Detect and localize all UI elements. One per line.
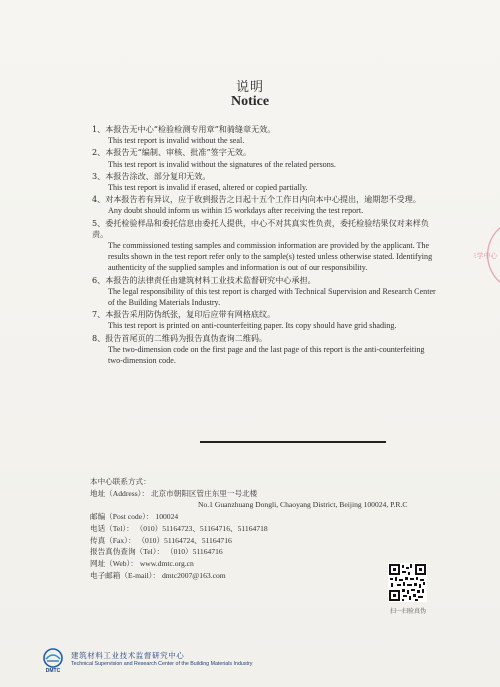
notice-item-cn: 3、本报告涂改、部分复印无效。 (92, 170, 211, 181)
notice-item-2 (92, 147, 436, 169)
notice-item-cn: 4、对本报告若有异议，应于收到报告之日起十五个工作日内向本中心提出，逾期恕不受理。 (92, 194, 421, 205)
notice-item-en: This test report is invalid if erased, altered or copied partially. (108, 183, 308, 193)
logo-text: DMTC (45, 668, 61, 673)
email-link[interactable]: dmtc2007@163.com (161, 570, 226, 580)
web-link[interactable]: www.dmtc.org.cn (139, 558, 194, 568)
qr-caption: 扫一扫验真伪 (389, 608, 426, 615)
notice-item-cn: 7、本报告采用防伪纸张，复印后应带有网格底纹。 (92, 309, 276, 320)
qr-code-icon[interactable] (388, 563, 427, 602)
contact-heading: 本中心联系方式： (90, 477, 151, 486)
contact-fax-row (90, 535, 420, 547)
notice-item-5 (92, 218, 436, 274)
address-label: 地址（Address）： (90, 488, 150, 498)
seal-stamp (463, 225, 500, 285)
page-title-en: Notice (230, 94, 270, 109)
address-cn: 北京市朝阳区管庄东里一号北楼 (150, 488, 258, 498)
fax-value: （010）51164724、51164716 (137, 535, 232, 545)
postcode-value: 100024 (155, 512, 179, 522)
contact-address-row (90, 488, 420, 500)
notice-item-cn: 6、本报告的法律责任由建筑材料工业技术监督研究中心承担。 (92, 274, 316, 285)
contact-email-row (90, 570, 420, 582)
notice-item-cn: 5、委托检验样品和委托信息由委托人提供，中心不对其真实性负责，委托检验结果仅对来样负责。 (92, 217, 429, 239)
notice-item-en: The legal responsibility of this test report is charged with Technical Supervision and Research Center of the Building Materials Industry. (108, 286, 436, 308)
page-title-cn: 说明 (235, 80, 264, 95)
contact-postcode-row (90, 511, 420, 523)
notice-item-en: The commissioned testing samples and commission information are provided by the applicant. The results shown in the test report refer only to the sample(s) tested unless otherwise stated. Identifying authenticity of the supplied samples and information is out of our responsibility. (108, 241, 433, 273)
notice-item-en: This test report is printed on anti-counterfeiting paper. Its copy should have grid shading. (108, 321, 397, 331)
notice-item-en: This test report is invalid without the signatures of the related persons. (108, 159, 336, 169)
contact-block (90, 476, 420, 581)
verify-label: 报告真伪查询（Tel）： (90, 547, 165, 557)
org-name-en: Technical Supervision and Research Center of the Building Materials Industry (71, 661, 253, 667)
postcode-label: 邮编（Post code）： (90, 512, 154, 522)
contact-tel-row (90, 523, 420, 535)
org-name-cn: 建筑材料工业技术监督研究中心 (71, 651, 185, 660)
notice-item-en: This test report is invalid without the seal. (108, 136, 245, 146)
address-en: No.1 Guanzhuang Dongli, Chaoyang District, Beijing 100024, P.R.C (198, 500, 408, 510)
contact-verify-row (90, 546, 420, 558)
tel-label: 电话（Tel）： (90, 523, 134, 533)
contact-web-row (90, 558, 420, 570)
section-divider (200, 441, 386, 443)
notice-item-7 (92, 309, 436, 331)
fax-label: 传真（Fax）： (90, 535, 136, 545)
notice-item-3 (92, 171, 436, 193)
svg-text:ﾐ学中心: ﾐ学中心 (473, 252, 498, 260)
notice-item-8 (92, 333, 436, 367)
notice-item-cn: 2、本报告无“编制、审核、批准”签字无效。 (92, 147, 252, 158)
notice-item-en: Any doubt should inform us within 15 workdays after receiving the test report. (108, 206, 364, 216)
notice-item-1 (92, 124, 436, 146)
email-label: 电子邮箱（E-mail）： (90, 570, 161, 580)
org-logo-icon (40, 647, 66, 673)
tel-value: （010）51164723、51164716、51164718 (135, 523, 268, 533)
notice-item-4 (92, 194, 436, 216)
verify-value: （010）51164716 (166, 547, 223, 557)
notice-item-cn: 8、报告首尾页的二维码为报告真伪查询二维码。 (92, 332, 268, 343)
web-label: 网址（Web）： (90, 558, 138, 568)
notice-item-cn: 1、本报告无中心“检验检测专用章”和骑缝章无效。 (92, 124, 276, 134)
notice-item-6 (92, 275, 436, 309)
notice-item-en: The two-dimension code on the first page and the last page of this report is the anti-counterfeiting two-dimension code. (108, 344, 425, 366)
notice-list (92, 124, 436, 367)
